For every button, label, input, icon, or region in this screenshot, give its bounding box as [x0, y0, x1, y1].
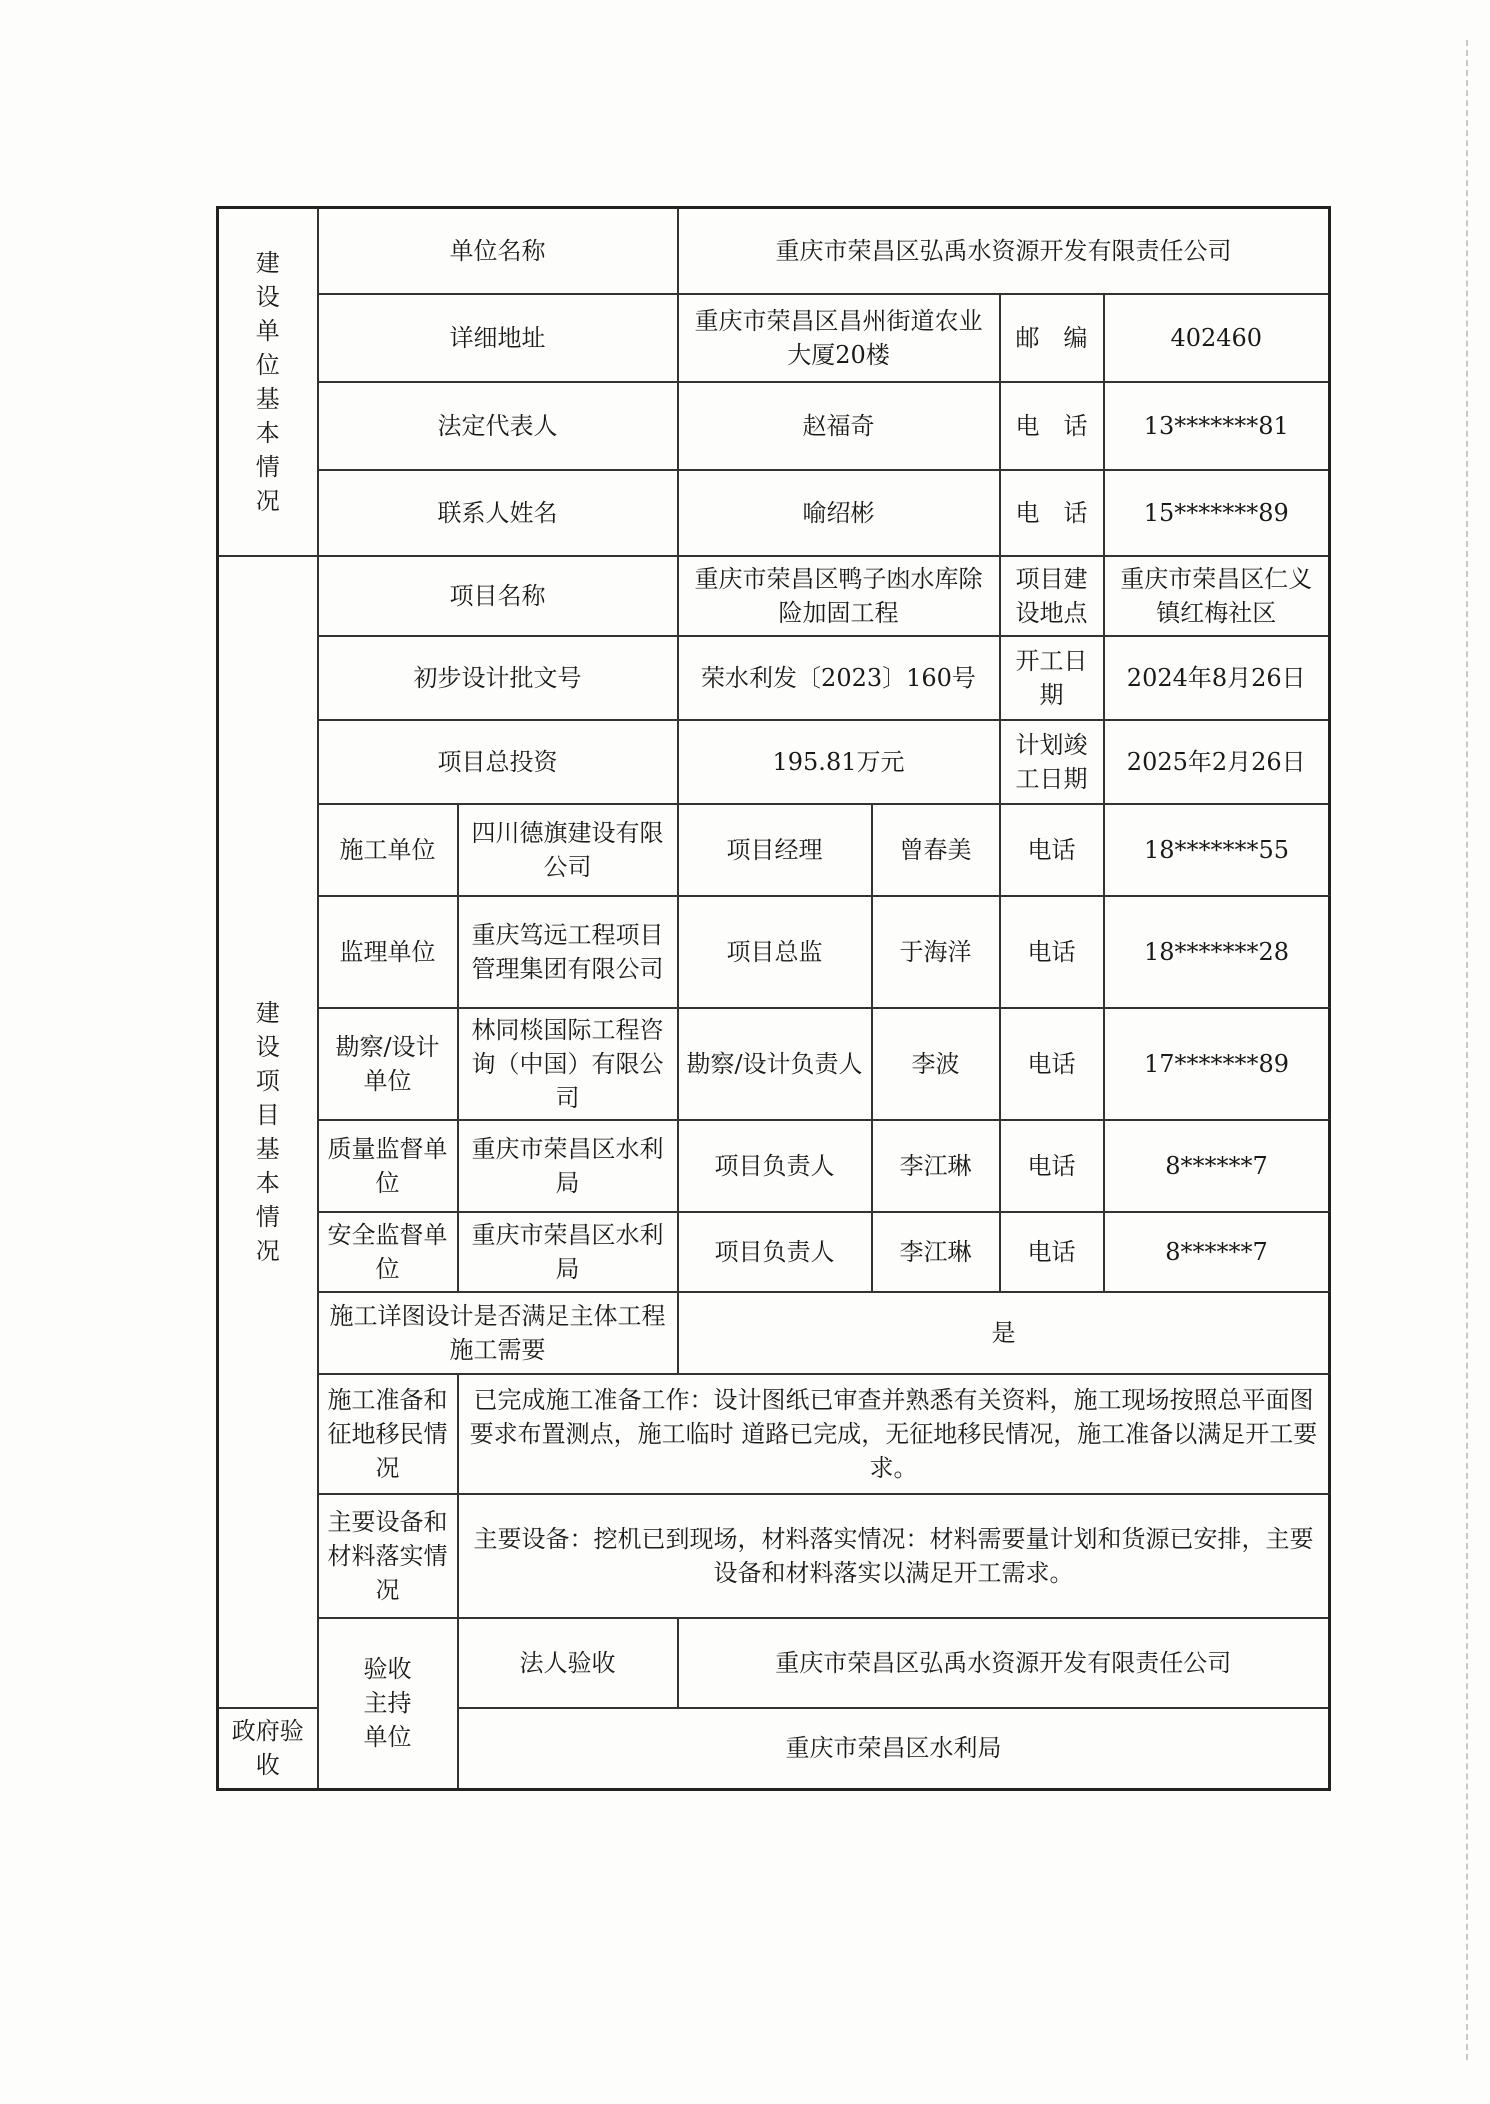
detail-design-label: 施工详图设计是否满足主体工程施工需要 [318, 1292, 678, 1374]
party-org: 林同棪国际工程咨询（中国）有限公司 [458, 1008, 678, 1120]
party-phone-label: 电话 [1000, 1120, 1104, 1212]
preparation-label: 施工准备和征地移民情况 [318, 1374, 458, 1494]
contact-row [218, 470, 1330, 556]
party-role: 勘察/设计单位 [318, 1008, 458, 1120]
unit-name-value: 重庆市荣昌区弘禹水资源开发有限责任公司 [678, 208, 1330, 294]
unit-name-label: 单位名称 [318, 208, 678, 294]
unit-address-value: 重庆市荣昌区昌州街道农业大厦20楼 [678, 294, 1000, 382]
finish-date-label: 计划竣工日期 [1000, 720, 1104, 804]
party-phone-label: 电话 [1000, 896, 1104, 1008]
contact-phone-label: 电 话 [1000, 470, 1104, 556]
party-person: 李江琳 [872, 1120, 1000, 1212]
party-phone: 17*******89 [1104, 1008, 1330, 1120]
party-title: 项目负责人 [678, 1212, 872, 1292]
party-phone: 18*******28 [1104, 896, 1330, 1008]
party-phone: 18*******55 [1104, 804, 1330, 896]
equipment-row [218, 1494, 1330, 1618]
party-title: 勘察/设计负责人 [678, 1008, 872, 1120]
party-phone-label: 电话 [1000, 804, 1104, 896]
design-approval-label: 初步设计批文号 [318, 636, 678, 720]
party-row-construction [218, 804, 1330, 896]
party-row-survey-design [218, 1008, 1330, 1120]
party-title: 项目负责人 [678, 1120, 872, 1212]
finish-date-value: 2025年2月26日 [1104, 720, 1330, 804]
party-org: 重庆笃远工程项目管理集团有限公司 [458, 896, 678, 1008]
party-row-quality [218, 1120, 1330, 1212]
party-org: 重庆市荣昌区水利局 [458, 1212, 678, 1292]
preparation-value: 已完成施工准备工作：设计图纸已审查并熟悉有关资料，施工现场按照总平面图要求布置测点，施工临时 道路已完成，无征地移民情况，施工准备以满足开工要求。 [458, 1374, 1330, 1494]
party-title: 项目总监 [678, 896, 872, 1008]
party-org: 重庆市荣昌区水利局 [458, 1120, 678, 1212]
detail-design-value: 是 [678, 1292, 1330, 1374]
party-phone: 8******7 [1104, 1120, 1330, 1212]
scan-edge-line [1466, 40, 1468, 2060]
party-title: 项目经理 [678, 804, 872, 896]
project-location-value: 重庆市荣昌区仁义镇红梅社区 [1104, 556, 1330, 636]
legal-rep-row [218, 382, 1330, 470]
contact-value: 喻绍彬 [678, 470, 1000, 556]
start-date-value: 2024年8月26日 [1104, 636, 1330, 720]
section-project: 建设项目基本情况 [218, 556, 318, 1708]
party-phone-label: 电话 [1000, 1008, 1104, 1120]
legal-acceptance-value: 重庆市荣昌区弘禹水资源开发有限责任公司 [678, 1618, 1330, 1708]
investment-row [218, 720, 1330, 804]
section-construction-unit: 建设单位基本情况 [218, 208, 318, 556]
investment-label: 项目总投资 [318, 720, 678, 804]
gov-acceptance-label: 政府验收 [218, 1708, 318, 1790]
party-person: 曾春美 [872, 804, 1000, 896]
party-org: 四川德旗建设有限公司 [458, 804, 678, 896]
project-name-label: 项目名称 [318, 556, 678, 636]
legal-rep-phone: 13*******81 [1104, 382, 1330, 470]
postcode-value: 402460 [1104, 294, 1330, 382]
unit-name-row [218, 208, 1330, 294]
design-approval-row [218, 636, 1330, 720]
party-person: 李波 [872, 1008, 1000, 1120]
party-role: 安全监督单位 [318, 1212, 458, 1292]
legal-acceptance-label: 法人验收 [458, 1618, 678, 1708]
section-acceptance: 验收主持单位 [318, 1618, 458, 1790]
legal-rep-value: 赵福奇 [678, 382, 1000, 470]
design-approval-value: 荣水利发〔2023〕160号 [678, 636, 1000, 720]
project-name-value: 重庆市荣昌区鸭子凼水库除险加固工程 [678, 556, 1000, 636]
gov-acceptance-value: 重庆市荣昌区水利局 [458, 1708, 1330, 1790]
equipment-label: 主要设备和材料落实情况 [318, 1494, 458, 1618]
project-location-label: 项目建设地点 [1000, 556, 1104, 636]
unit-address-row [218, 294, 1330, 382]
party-row-safety [218, 1212, 1330, 1292]
party-person: 于海洋 [872, 896, 1000, 1008]
equipment-value: 主要设备：挖机已到现场，材料落实情况：材料需要量计划和货源已安排，主要设备和材料落实以满足开工需求。 [458, 1494, 1330, 1618]
legal-rep-phone-label: 电 话 [1000, 382, 1104, 470]
postcode-label: 邮 编 [1000, 294, 1104, 382]
party-row-supervision [218, 896, 1330, 1008]
party-phone-label: 电话 [1000, 1212, 1104, 1292]
party-role: 施工单位 [318, 804, 458, 896]
unit-address-label: 详细地址 [318, 294, 678, 382]
investment-value: 195.81万元 [678, 720, 1000, 804]
detail-design-row [218, 1292, 1330, 1374]
project-name-row [218, 556, 1330, 636]
contact-phone: 15*******89 [1104, 470, 1330, 556]
contact-label: 联系人姓名 [318, 470, 678, 556]
party-role: 质量监督单位 [318, 1120, 458, 1212]
start-date-label: 开工日期 [1000, 636, 1104, 720]
construction-info-table [216, 206, 1331, 1791]
party-phone: 8******7 [1104, 1212, 1330, 1292]
preparation-row [218, 1374, 1330, 1494]
legal-rep-label: 法定代表人 [318, 382, 678, 470]
party-person: 李江琳 [872, 1212, 1000, 1292]
party-role: 监理单位 [318, 896, 458, 1008]
legal-acceptance-row [218, 1618, 1330, 1708]
